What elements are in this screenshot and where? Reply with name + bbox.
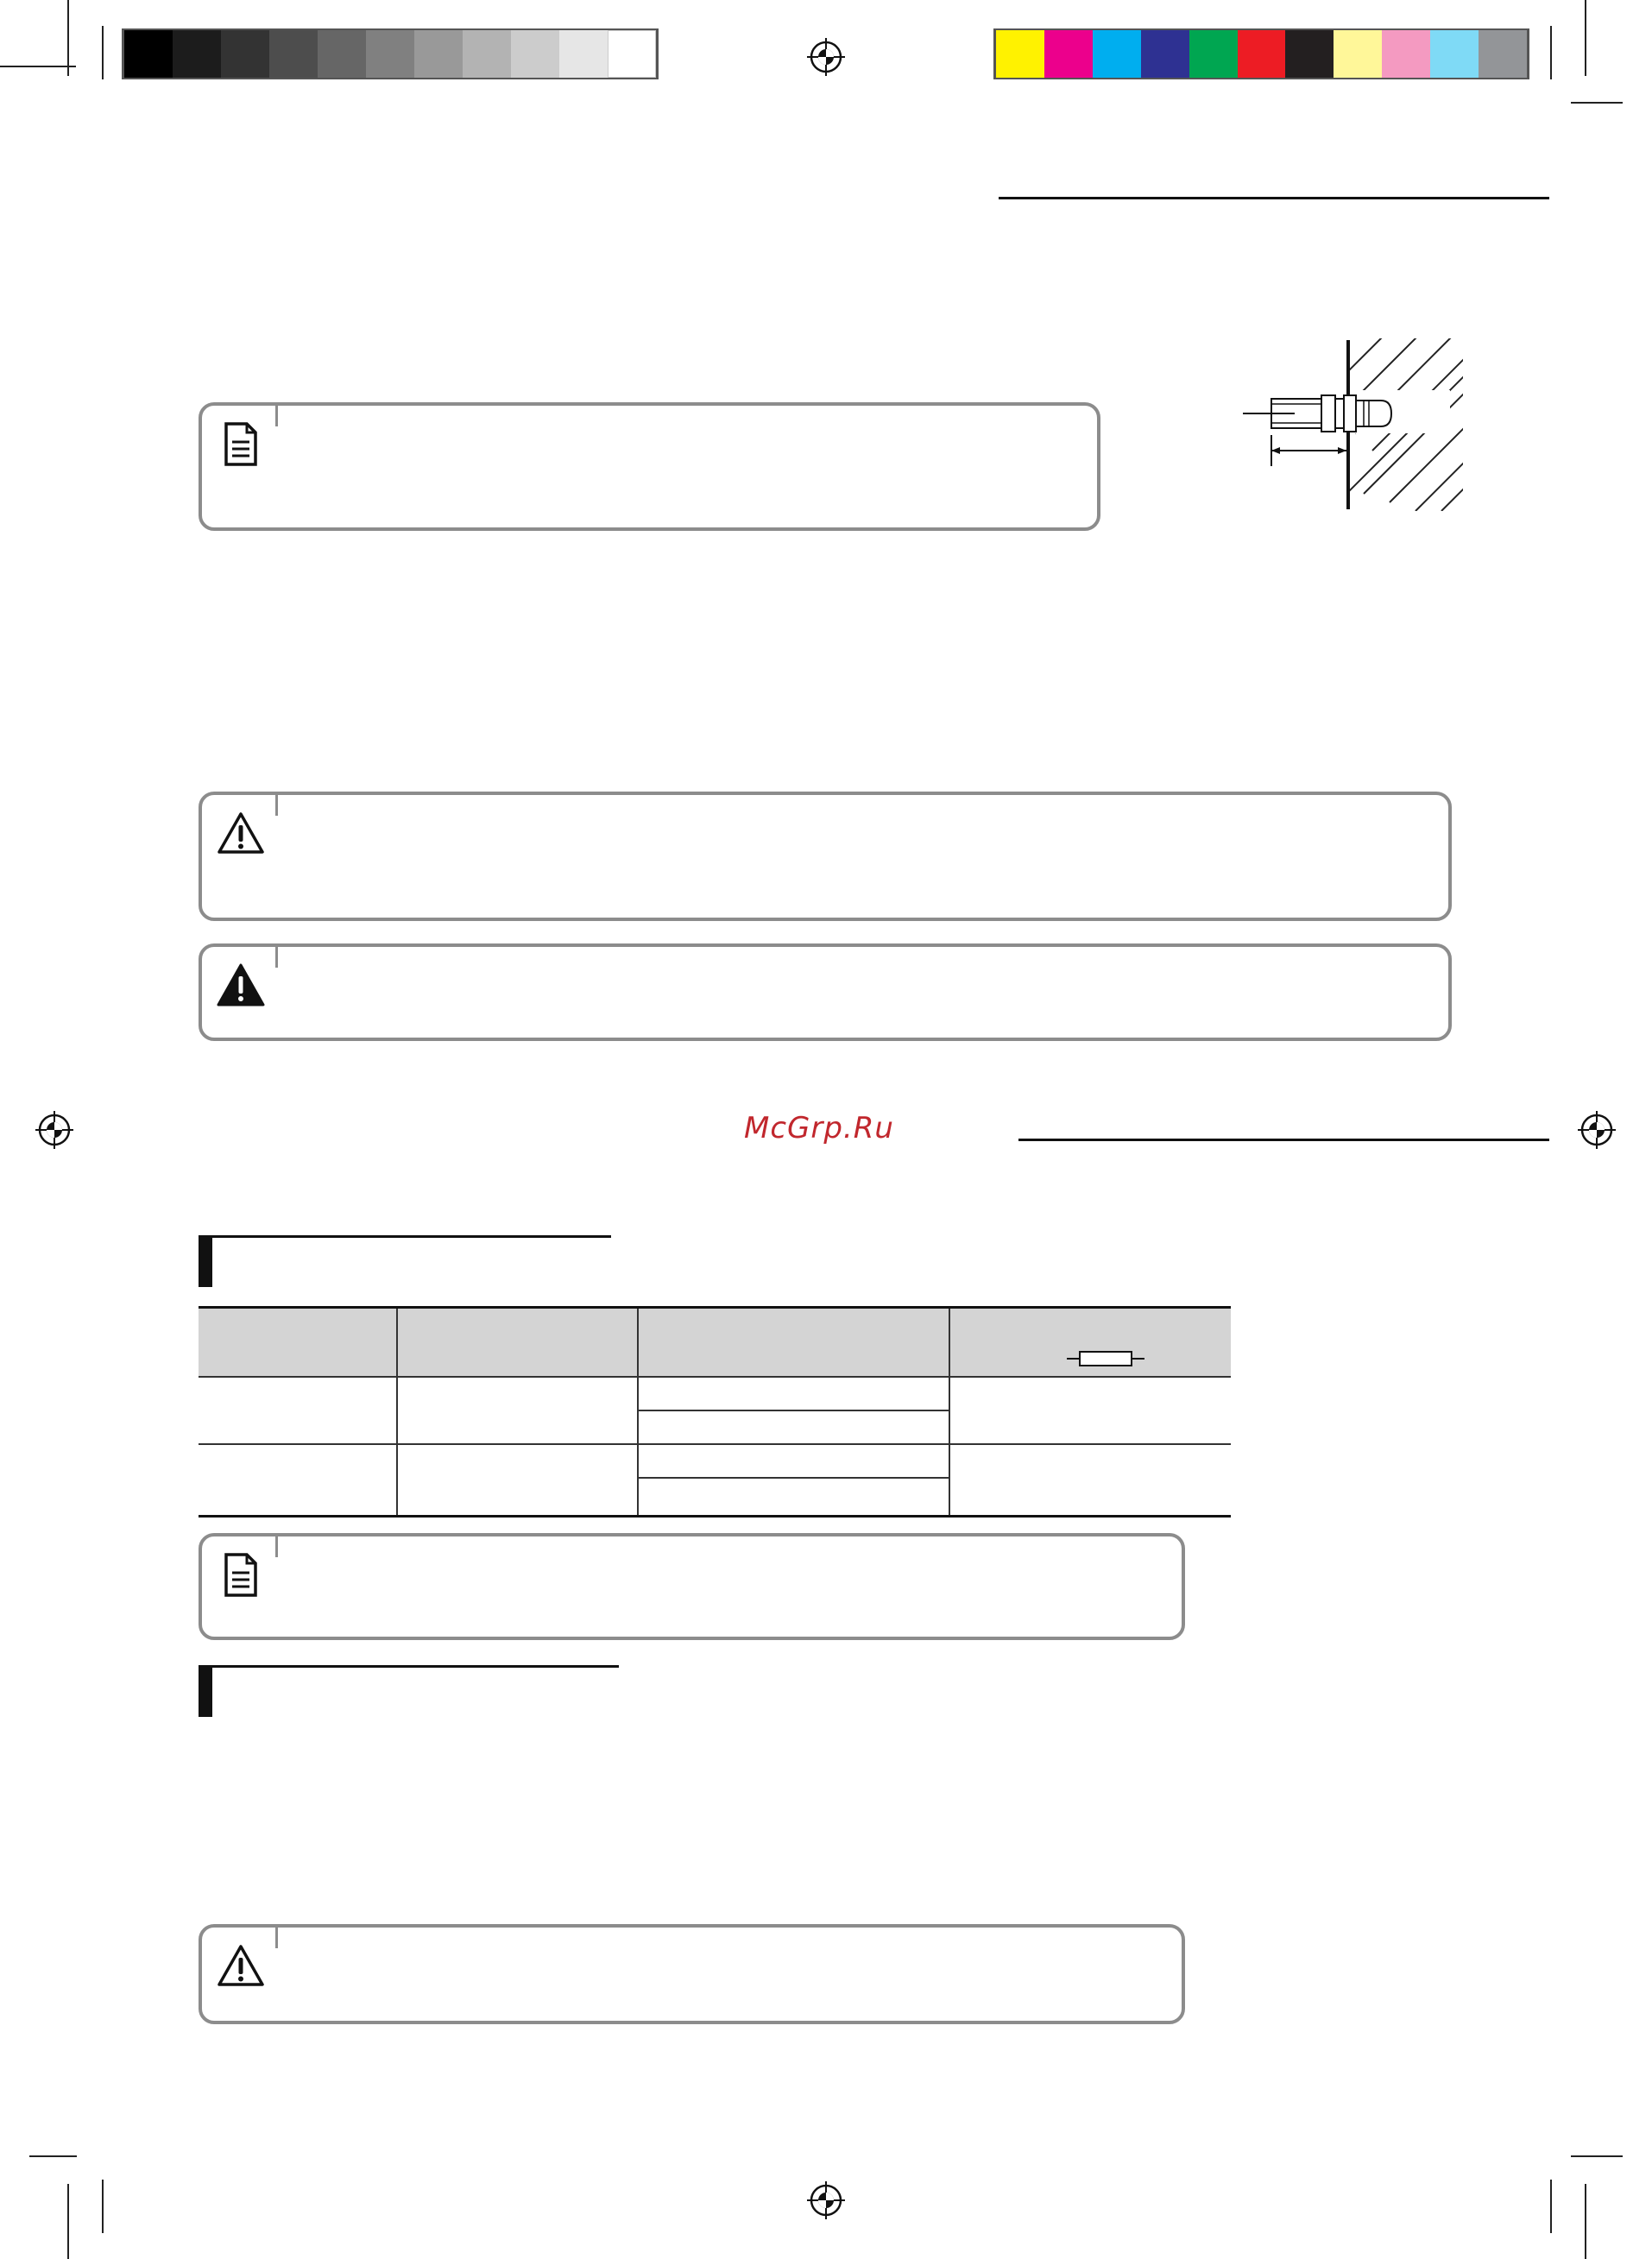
- fuse-icon: [1067, 1348, 1144, 1369]
- table-subcell: [639, 1445, 949, 1477]
- color-swatch: [1479, 30, 1527, 78]
- table-row: [199, 1444, 1231, 1517]
- pipe-through-wall-diagram: [1243, 338, 1467, 511]
- table-header-cell: [638, 1308, 949, 1377]
- table-cell: [397, 1444, 638, 1517]
- table-subcell: [639, 1410, 949, 1443]
- grayscale-swatch: [269, 30, 318, 78]
- grayscale-swatch: [511, 30, 559, 78]
- spec-table: [199, 1306, 1231, 1518]
- grayscale-swatch: [173, 30, 221, 78]
- caution-icon: [216, 1941, 266, 1991]
- color-swatch: [1044, 30, 1093, 78]
- color-swatch: [1238, 30, 1286, 78]
- grayscale-swatch: [124, 30, 173, 78]
- color-swatch: [1093, 30, 1141, 78]
- table-cell: [949, 1444, 1231, 1517]
- table-subcell: [639, 1378, 949, 1410]
- caution-box-1: [199, 792, 1452, 921]
- grayscale-swatch: [608, 30, 656, 78]
- grayscale-swatch: [559, 30, 608, 78]
- table-row: [199, 1377, 1231, 1444]
- grayscale-swatch: [318, 30, 366, 78]
- table-cell: [199, 1444, 397, 1517]
- registration-mark-top: [807, 38, 845, 76]
- warning-icon: [216, 961, 266, 1011]
- note-box-1: [199, 402, 1100, 531]
- table-cell: [949, 1377, 1231, 1444]
- watermark: McGrp.Ru: [744, 1111, 894, 1145]
- table-header-cell: [397, 1308, 638, 1377]
- grayscale-swatch: [366, 30, 414, 78]
- warning-box: [199, 943, 1452, 1041]
- registration-mark-right: [1578, 1111, 1616, 1149]
- table-header-cell: [949, 1308, 1231, 1377]
- color-swatch: [1285, 30, 1334, 78]
- note-icon: [216, 1550, 266, 1600]
- grayscale-swatch: [463, 30, 511, 78]
- color-swatch: [1382, 30, 1430, 78]
- color-swatch: [1141, 30, 1189, 78]
- table-cell: [397, 1377, 638, 1444]
- table-cell: [638, 1377, 949, 1444]
- header-rule: [999, 197, 1549, 199]
- registration-mark-bottom: [807, 2181, 845, 2219]
- table-subcell: [639, 1477, 949, 1515]
- table-cell: [638, 1444, 949, 1517]
- grayscale-swatch: [221, 30, 269, 78]
- table-cell: [199, 1377, 397, 1444]
- note-icon: [216, 420, 266, 470]
- table-header-cell: [199, 1308, 397, 1377]
- color-swatch: [1430, 30, 1479, 78]
- section-rule: [1018, 1139, 1549, 1141]
- note-box-2: [199, 1533, 1185, 1640]
- caution-icon: [216, 809, 266, 859]
- grayscale-swatch: [414, 30, 463, 78]
- color-swatch: [996, 30, 1044, 78]
- registration-mark-left: [35, 1111, 73, 1149]
- caution-box-2: [199, 1924, 1185, 2024]
- color-swatch: [1334, 30, 1382, 78]
- color-swatch: [1189, 30, 1238, 78]
